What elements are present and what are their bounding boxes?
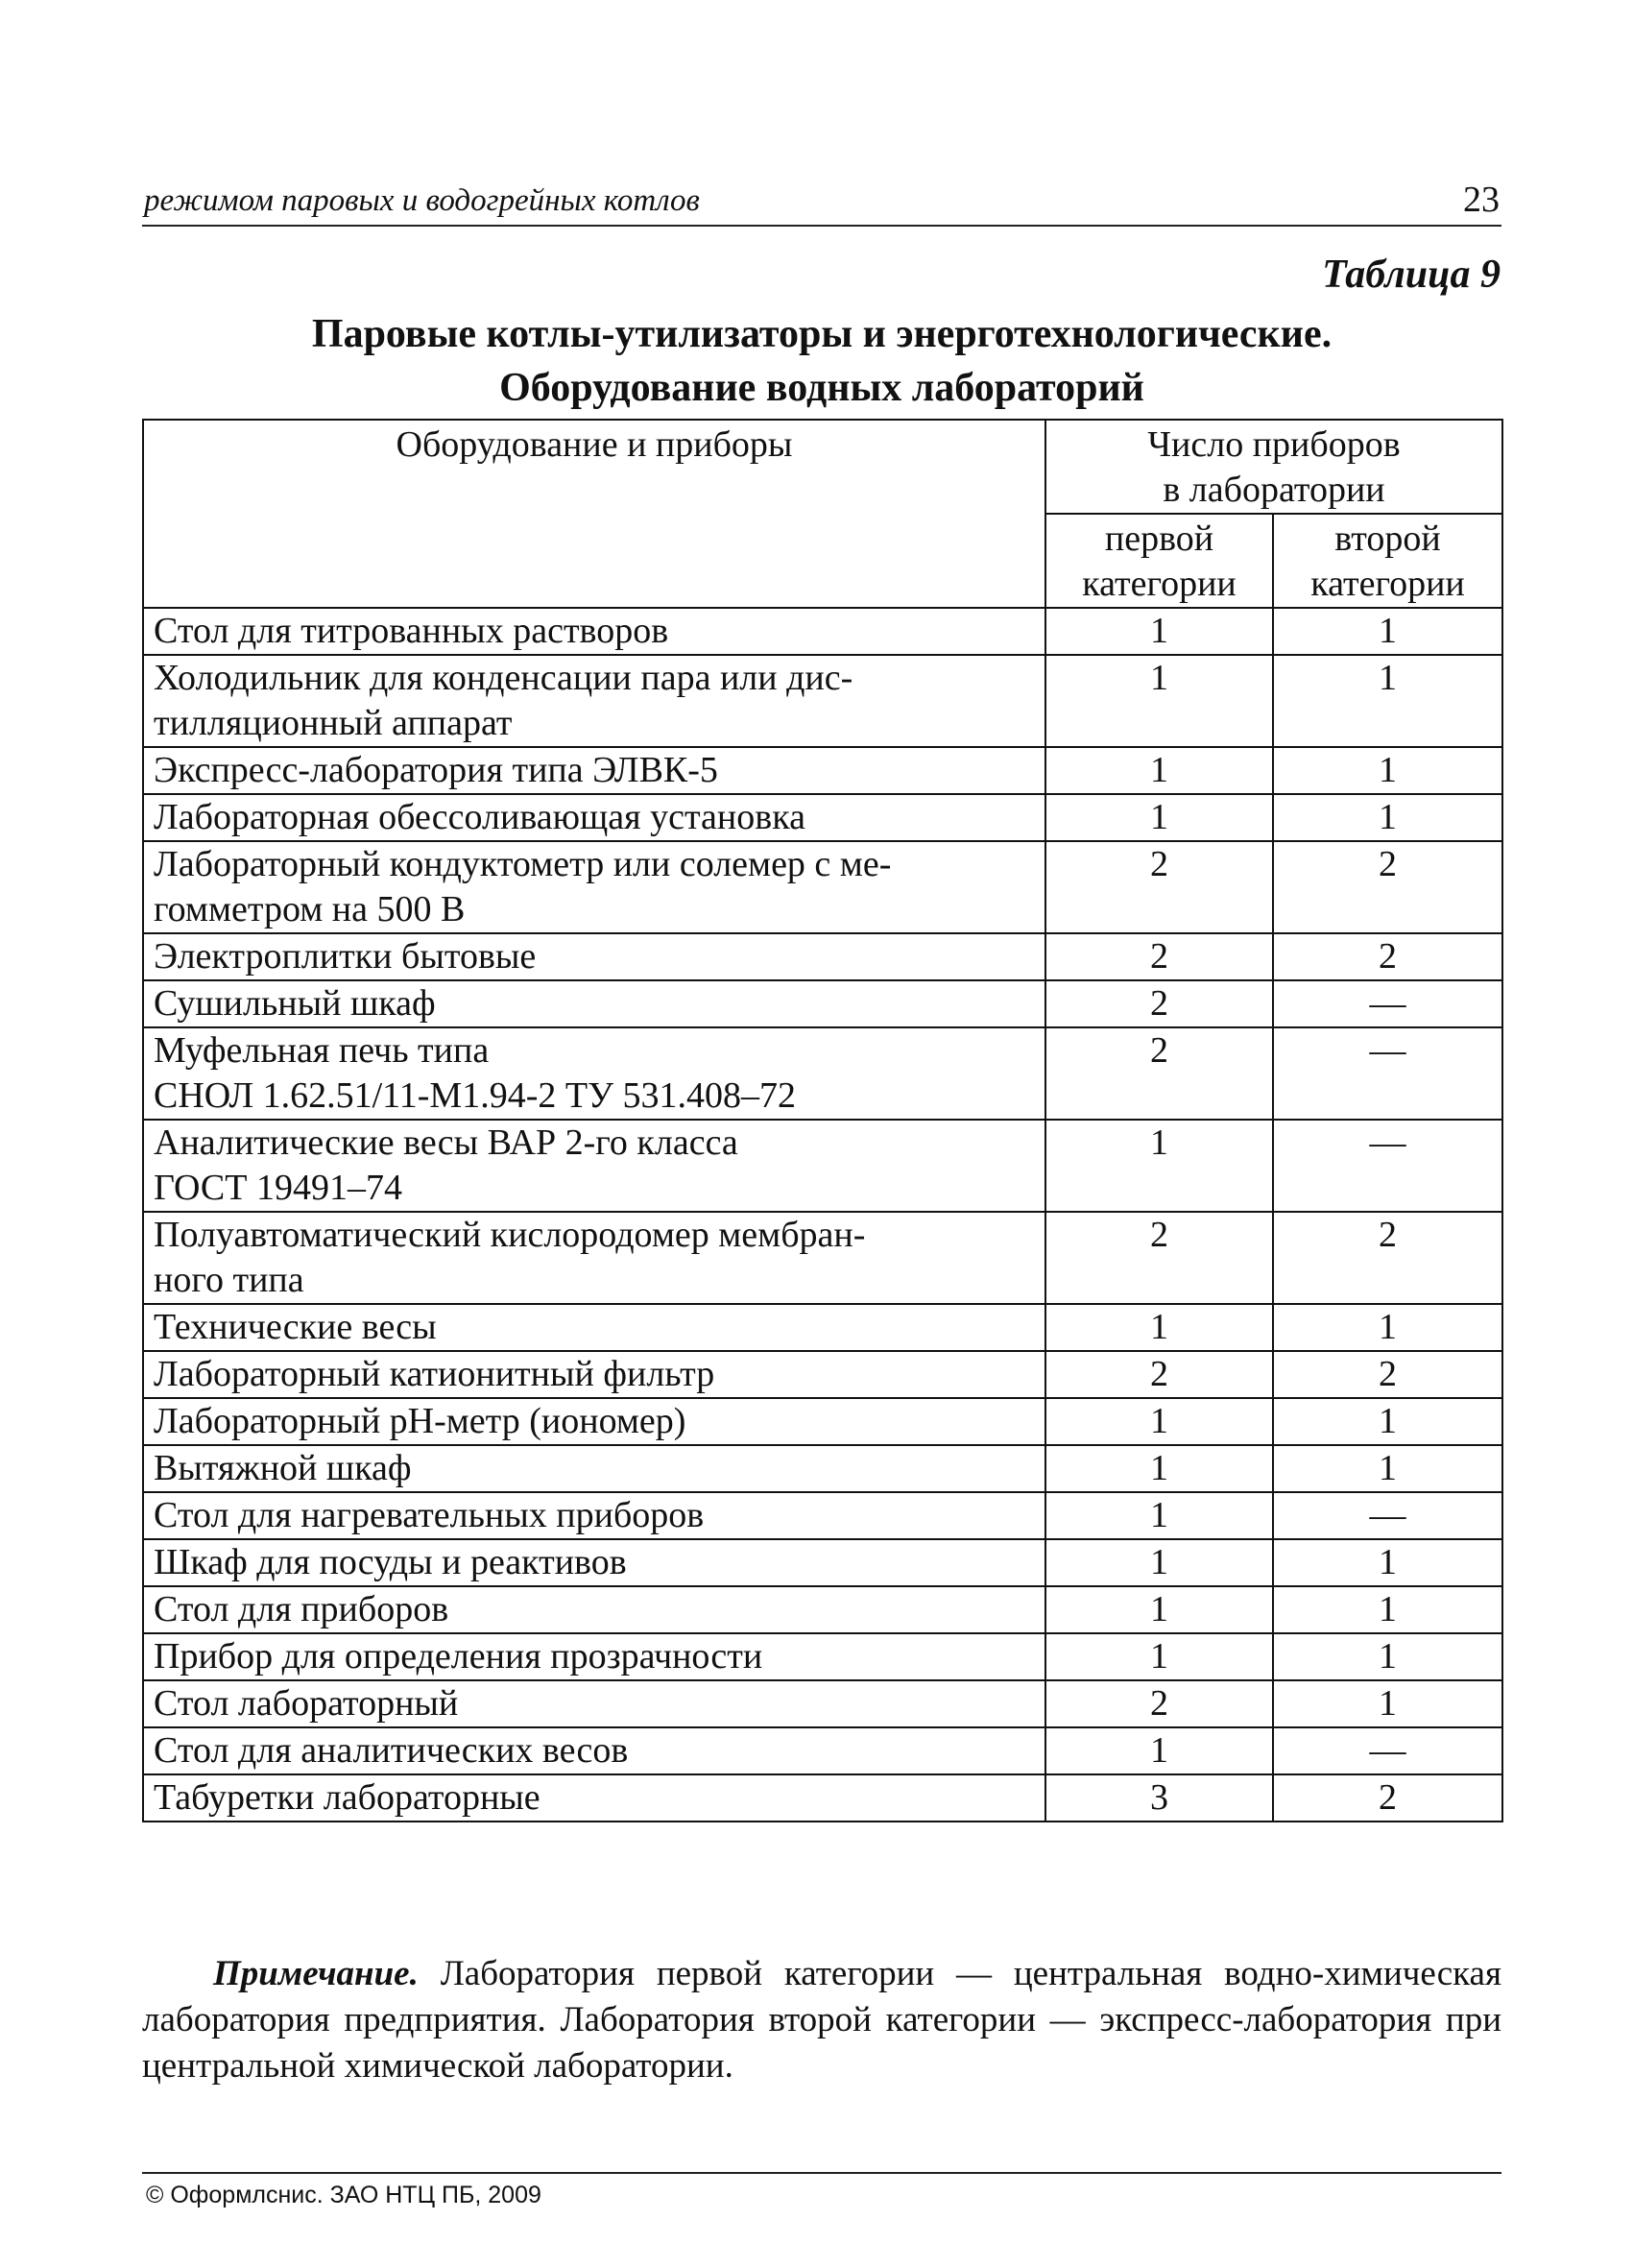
first-category-count: 1 (1045, 608, 1273, 655)
note-text: Лаборатория первой категории — центральная водно-химическая лаборатория предприятия. Лаборатория второй категории — экспресс-лаборатория при центральной химической лаборатории. (142, 1954, 1501, 2086)
table-row (143, 1680, 1502, 1727)
table-label: Таблица 9 (1322, 253, 1501, 297)
equipment-name-line: гомметром на 500 В (154, 889, 466, 929)
note-label: Примечание. (213, 1954, 419, 1993)
header-equipment-label: Оборудование и приборы (396, 424, 793, 465)
equipment-name-line: Стол для нагревательных приборов (154, 1495, 705, 1535)
header-count-line-2: в лаборатории (1163, 470, 1385, 510)
second-category-count: 1 (1273, 1304, 1502, 1351)
equipment-name-line: ного типа (154, 1260, 304, 1300)
equipment-name-line: Стол для титрованных растворов (154, 611, 669, 651)
second-category-count: — (1273, 980, 1502, 1027)
second-category-count: 1 (1273, 1398, 1502, 1445)
first-category-count: 1 (1045, 794, 1273, 841)
equipment-name-cell (143, 1212, 1045, 1304)
second-category-count: 1 (1273, 1586, 1502, 1633)
equipment-name-cell (143, 980, 1045, 1027)
first-category-count: 1 (1045, 1398, 1273, 1445)
equipment-name-cell (143, 1492, 1045, 1539)
first-category-count: 1 (1045, 655, 1273, 747)
equipment-name-cell (143, 1680, 1045, 1727)
equipment-name-cell (143, 1727, 1045, 1774)
equipment-name-cell (143, 1539, 1045, 1586)
first-category-count: 2 (1045, 1027, 1273, 1120)
first-category-count: 1 (1045, 1304, 1273, 1351)
equipment-name-line: Лабораторный pH-метр (иономер) (154, 1401, 686, 1441)
table-row (143, 1351, 1502, 1398)
second-category-count: — (1273, 1727, 1502, 1774)
first-category-count: 2 (1045, 980, 1273, 1027)
table-row (143, 655, 1502, 747)
equipment-name-line: Электроплитки бытовые (154, 936, 537, 977)
second-category-count: — (1273, 1120, 1502, 1212)
equipment-name-line: Лабораторный катионитный фильтр (154, 1354, 715, 1394)
second-category-count: 1 (1273, 1680, 1502, 1727)
table-row (143, 1304, 1502, 1351)
header-first-category (1045, 514, 1273, 608)
equipment-name-line: Вытяжной шкаф (154, 1448, 412, 1488)
equipment-name-line: тилляционный аппарат (154, 703, 513, 743)
equipment-name-cell (143, 747, 1045, 794)
equipment-name-line: Технические весы (154, 1307, 437, 1347)
table-title-line-1: Паровые котлы-утилизаторы и энерготехнологические. (311, 312, 1333, 356)
equipment-name-line: Стол лабораторный (154, 1683, 459, 1724)
equipment-name-line: Стол для аналитических весов (154, 1730, 629, 1771)
equipment-name-line: Шкаф для посуды и реактивов (154, 1542, 627, 1582)
equipment-name-cell (143, 1027, 1045, 1120)
table-row (143, 1398, 1502, 1445)
table-row (143, 1120, 1502, 1212)
table-row (143, 1539, 1502, 1586)
first-category-count: 1 (1045, 1120, 1273, 1212)
first-category-count: 1 (1045, 1586, 1273, 1633)
table-row (143, 608, 1502, 655)
table-row (143, 980, 1502, 1027)
table-row (143, 933, 1502, 980)
first-category-count: 1 (1045, 1492, 1273, 1539)
equipment-name-cell (143, 1304, 1045, 1351)
equipment-name-line: Полуавтоматический кислородомер мембран- (154, 1215, 866, 1255)
first-category-count: 2 (1045, 1680, 1273, 1727)
footer-divider (142, 2172, 1501, 2174)
table-row (143, 1586, 1502, 1633)
second-category-count: 1 (1273, 747, 1502, 794)
header-equipment (143, 420, 1045, 608)
equipment-name-cell (143, 655, 1045, 747)
equipment-name-cell (143, 841, 1045, 933)
table-row (143, 1633, 1502, 1680)
second-category-count: 2 (1273, 933, 1502, 980)
second-category-count: 1 (1273, 655, 1502, 747)
second-category-count: 2 (1273, 1774, 1502, 1822)
second-category-count: — (1273, 1027, 1502, 1120)
equipment-name-line: Лабораторный кондуктометр или солемер с ме- (154, 844, 892, 884)
first-category-count: 2 (1045, 1351, 1273, 1398)
first-category-count: 1 (1045, 747, 1273, 794)
running-header (142, 175, 1501, 227)
first-category-count: 1 (1045, 1727, 1273, 1774)
second-category-count: 1 (1273, 1539, 1502, 1586)
header-second-line-2: категории (1310, 564, 1465, 604)
equipment-name-cell (143, 608, 1045, 655)
table-title-line-2: Оборудование водных лабораторий (499, 366, 1144, 410)
equipment-name-cell (143, 1398, 1045, 1445)
page-number: 23 (1463, 180, 1500, 220)
equipment-name-line: Аналитические весы ВАР 2-го класса (154, 1122, 738, 1163)
equipment-name-line: СНОЛ 1.62.51/11-М1.94-2 ТУ 531.408–72 (154, 1075, 796, 1116)
table-row (143, 841, 1502, 933)
equipment-name-line: Муфельная печь типа (154, 1030, 490, 1071)
second-category-count: — (1273, 1492, 1502, 1539)
second-category-count: 2 (1273, 1351, 1502, 1398)
equipment-name-cell (143, 1586, 1045, 1633)
second-category-count: 1 (1273, 1633, 1502, 1680)
second-category-count: 2 (1273, 841, 1502, 933)
equipment-name-cell (143, 1351, 1045, 1398)
table-row (143, 747, 1502, 794)
equipment-name-line: Табуретки лабораторные (154, 1777, 540, 1818)
second-category-count: 1 (1273, 1445, 1502, 1492)
table-body (143, 608, 1502, 1822)
equipment-name-line: Холодильник для конденсации пара или дис- (154, 658, 853, 698)
table-row (143, 1212, 1502, 1304)
table-row (143, 1445, 1502, 1492)
table-row (143, 1727, 1502, 1774)
header-second-category (1273, 514, 1502, 608)
header-count (1045, 420, 1502, 514)
first-category-count: 1 (1045, 1539, 1273, 1586)
first-category-count: 1 (1045, 1445, 1273, 1492)
table-header-row (143, 420, 1502, 514)
second-category-count: 1 (1273, 608, 1502, 655)
first-category-count: 2 (1045, 841, 1273, 933)
header-first-line-2: категории (1082, 564, 1237, 604)
equipment-name-line: Экспресс-лаборатория типа ЭЛВК-5 (154, 750, 718, 790)
equipment-name-line: Стол для приборов (154, 1589, 449, 1629)
equipment-name-cell (143, 1774, 1045, 1822)
equipment-name-line: Сушильный шкаф (154, 983, 436, 1024)
equipment-name-cell (143, 1120, 1045, 1212)
equipment-name-cell (143, 933, 1045, 980)
first-category-count: 1 (1045, 1633, 1273, 1680)
equipment-name-cell (143, 1633, 1045, 1680)
first-category-count: 3 (1045, 1774, 1273, 1822)
equipment-name-cell (143, 794, 1045, 841)
second-category-count: 1 (1273, 794, 1502, 841)
first-category-count: 2 (1045, 1212, 1273, 1304)
header-second-line-1: второй (1334, 519, 1441, 559)
second-category-count: 2 (1273, 1212, 1502, 1304)
first-category-count: 2 (1045, 933, 1273, 980)
equipment-name-line: Лабораторная обессоливающая установка (154, 797, 805, 837)
table-row (143, 794, 1502, 841)
equipment-name-line: Прибор для определения прозрачности (154, 1636, 763, 1677)
table-note (142, 1951, 1501, 2089)
equipment-table (142, 419, 1503, 1822)
equipment-name-cell (143, 1445, 1045, 1492)
header-first-line-1: первой (1104, 519, 1214, 559)
header-count-line-1: Число приборов (1147, 424, 1401, 465)
table-row (143, 1774, 1502, 1822)
table-row (143, 1027, 1502, 1120)
footer-copyright: © Оформлснис. ЗАО НТЦ ПБ, 2009 (146, 2182, 541, 2208)
running-title: режимом паровых и водогрейных котлов (144, 183, 700, 218)
equipment-name-line: ГОСТ 19491–74 (154, 1168, 402, 1208)
table-row (143, 1492, 1502, 1539)
